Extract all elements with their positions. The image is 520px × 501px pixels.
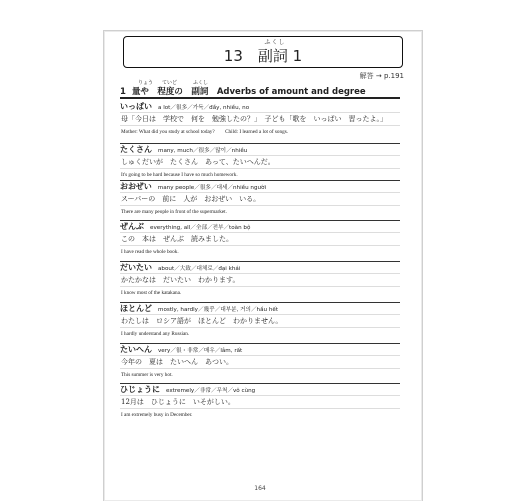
- entry-word: たくさん: [120, 145, 152, 154]
- title-furigana: ふくし: [264, 39, 286, 46]
- entry-word: ぜんぶ: [120, 222, 144, 231]
- entry-example-en: I am extremely busy in December.: [120, 408, 400, 420]
- section-title: 量や 程度の 副詞 Adverbs of amount and degree: [131, 87, 366, 97]
- entry-gloss: many, much／很多／많이／nhiều: [158, 147, 248, 154]
- entry-example-en: This summer is very hot.: [120, 368, 400, 380]
- entry-example-jp: 母「今日は 学校で 何を 勉強したの？」 子ども「歌を いっぱい 習ったよ。」: [120, 112, 400, 125]
- entry-gloss: many people／很多／대세／nhiều người: [157, 184, 267, 191]
- entry-word: たいへん: [120, 345, 152, 354]
- entry-example-jp: 今年の 夏は たいへん あつい。: [120, 355, 400, 368]
- entry-gloss: extremely／非常／무척／vô cùng: [166, 387, 256, 394]
- entry-ippai: [120, 101, 400, 137]
- entry-example-jp: スーパーの 前に 人が おおぜい いる。: [120, 192, 400, 205]
- entry-word: おおぜい: [120, 182, 152, 191]
- entry-example-jp: かたかなは だいたい わかります。: [120, 273, 400, 286]
- entry-example-jp: わたしは ロシア語が ほとんど わかりません。: [120, 314, 400, 327]
- page-number: 164: [254, 485, 266, 492]
- entry-taihen: [120, 343, 400, 380]
- entry-example-jp: 12月は ひじょうに いそがしい。: [120, 395, 400, 408]
- entry-example-en: Mother: What did you study at school today? Child: I learned a lot of songs.: [120, 125, 400, 137]
- chapter-title: 13 副詞 1: [223, 47, 303, 65]
- entry-oozei: [120, 180, 400, 217]
- entry-gloss: about／大致／대체로／đại khái: [158, 265, 241, 272]
- entry-word: ひじょうに: [120, 385, 160, 394]
- entry-zenbu: [120, 220, 400, 257]
- entry-word: ほとんど: [120, 304, 152, 313]
- entry-example-en: There are many people in front of the supermarket.: [120, 205, 400, 217]
- entry-example-en: I have read the whole book.: [120, 245, 400, 257]
- entry-gloss: very／很・非常／매우／lắm, rất: [158, 347, 243, 354]
- entry-gloss: everything, all／全部／전부／toàn bộ: [150, 224, 251, 231]
- section-furigana-1: りょう: [138, 80, 154, 86]
- section-furigana-3: ふくし: [193, 80, 209, 86]
- section-heading: [120, 80, 405, 97]
- entry-hotondo: [120, 302, 400, 339]
- entry-takusan: [120, 143, 400, 180]
- entry-example-en: I know most of the katakana.: [120, 286, 400, 298]
- entry-daitai: [120, 261, 400, 298]
- chapter-title-box: [123, 36, 403, 68]
- entry-gloss: a lot／很多／가득／đầy, nhiều, no: [158, 104, 250, 111]
- section-furigana-2: ていど: [162, 80, 178, 86]
- entry-example-jp: しゅくだいが たくさん あって、たいへんだ。: [120, 155, 400, 168]
- entry-hijouni: [120, 383, 400, 420]
- section-divider: [120, 97, 400, 99]
- section-number: 1: [120, 87, 126, 97]
- entry-word: いっぱい: [120, 102, 152, 111]
- answer-reference: 解答 → p.191: [359, 72, 404, 80]
- entry-example-en: It's going to be hard because I have so much homework.: [120, 168, 400, 180]
- entry-example-en: I hardly understand any Russian.: [120, 327, 400, 339]
- entry-gloss: mostly, hardly／幾乎／대부분, 거의／hầu hết: [158, 306, 279, 313]
- entry-word: だいたい: [120, 263, 152, 272]
- entry-example-jp: この 本は ぜんぶ 読みました。: [120, 232, 400, 245]
